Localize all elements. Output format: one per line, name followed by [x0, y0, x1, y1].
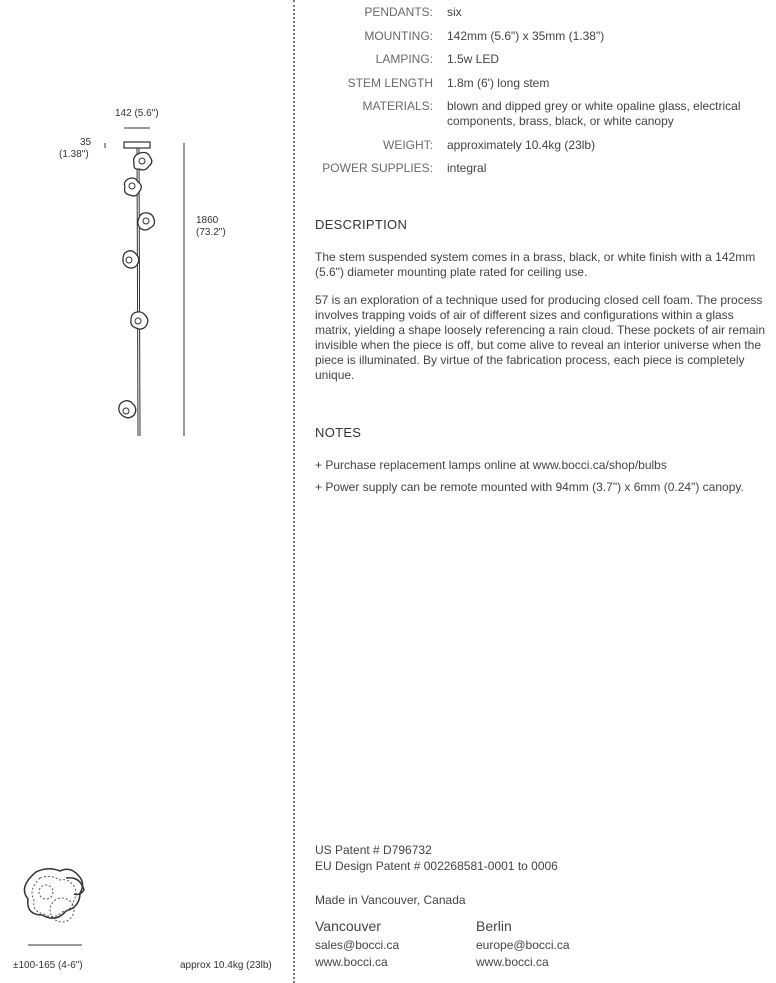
- office-city: Vancouver: [315, 918, 381, 934]
- description-heading: DESCRIPTION: [315, 217, 408, 232]
- spec-row: [300, 29, 770, 44]
- spec-row: [300, 52, 770, 67]
- office-website[interactable]: www.bocci.ca: [476, 955, 549, 969]
- elevation-drawing: [0, 0, 290, 983]
- us-patent: US Patent # D796732: [315, 843, 432, 857]
- spec-row: [300, 5, 770, 20]
- office-city: Berlin: [476, 918, 512, 934]
- spec-value: 142mm (5.6") x 35mm (1.38"): [447, 28, 605, 43]
- spec-label: POWER SUPPLIES:: [322, 161, 433, 175]
- spec-label: STEM LENGTH: [347, 75, 433, 90]
- note-item: + Power supply can be remote mounted with 94mm (3.7") x 6mm (0.24") canopy.: [315, 480, 744, 494]
- spec-value: 1.5w LED: [447, 52, 500, 66]
- spec-label: PENDANTS:: [364, 5, 433, 19]
- description-paragraph: 57 is an exploration of a technique used for producing closed cell foam. The process involves trapping voids of air of different sizes and configurations within a glass matrix, yielding a shape loosely referencing a rain cloud. These pockets of air remain invisible when the piece is off, but come alive to reveal an interior universe when the piece is illuminated. By virtue of the fabrication process, each piece is completely unique.: [315, 293, 766, 382]
- description-paragraph: The stem suspended system comes in a brass, black, or white finish with a 142mm (5.6") diameter mounting plate rated for ceiling use.: [315, 250, 756, 279]
- width-dimension-label: 142 (5.6"): [115, 108, 159, 119]
- spec-label: WEIGHT:: [383, 137, 433, 152]
- spec-value: six: [447, 5, 462, 19]
- spec-value: blown and dipped grey or white opaline glass, electrical components, brass, black, or white canopy: [447, 99, 741, 128]
- eu-patent: EU Design Patent # 002268581-0001 to 0006: [315, 859, 558, 873]
- spec-table: [300, 5, 770, 185]
- note-item: + Purchase replacement lamps online at www.bocci.ca/shop/bulbs: [315, 458, 667, 472]
- spec-label: MOUNTING:: [364, 28, 433, 43]
- product-drawing: [0, 0, 290, 983]
- spec-row: [300, 161, 770, 176]
- spec-label: LAMPING:: [375, 52, 433, 66]
- weight-label: approx 10.4kg (23lb): [180, 960, 272, 971]
- dotted-divider: [293, 0, 295, 983]
- office-website[interactable]: www.bocci.ca: [315, 955, 388, 969]
- office-email[interactable]: sales@bocci.ca: [315, 938, 400, 952]
- spec-value: integral: [447, 161, 487, 175]
- height-dimension-label-inch: (73.2"): [196, 227, 226, 238]
- canopy-dimension-label: 35: [80, 137, 92, 148]
- office-email[interactable]: europe@bocci.ca: [476, 938, 570, 952]
- spec-row: [300, 138, 770, 153]
- spec-row: [300, 99, 770, 129]
- canopy-dimension-label-inch: (1.38"): [59, 149, 89, 160]
- height-dimension-label: 1860: [196, 215, 219, 226]
- spec-label: MATERIALS:: [362, 99, 433, 113]
- made-in: Made in Vancouver, Canada: [315, 893, 466, 907]
- notes-heading: NOTES: [315, 425, 362, 440]
- spec-row: [300, 76, 770, 91]
- pendant-size-label: ±100-165 (4-6"): [13, 960, 83, 971]
- spec-value: 1.8m (6') long stem: [447, 75, 550, 90]
- spec-value: approximately 10.4kg (23lb): [447, 137, 596, 152]
